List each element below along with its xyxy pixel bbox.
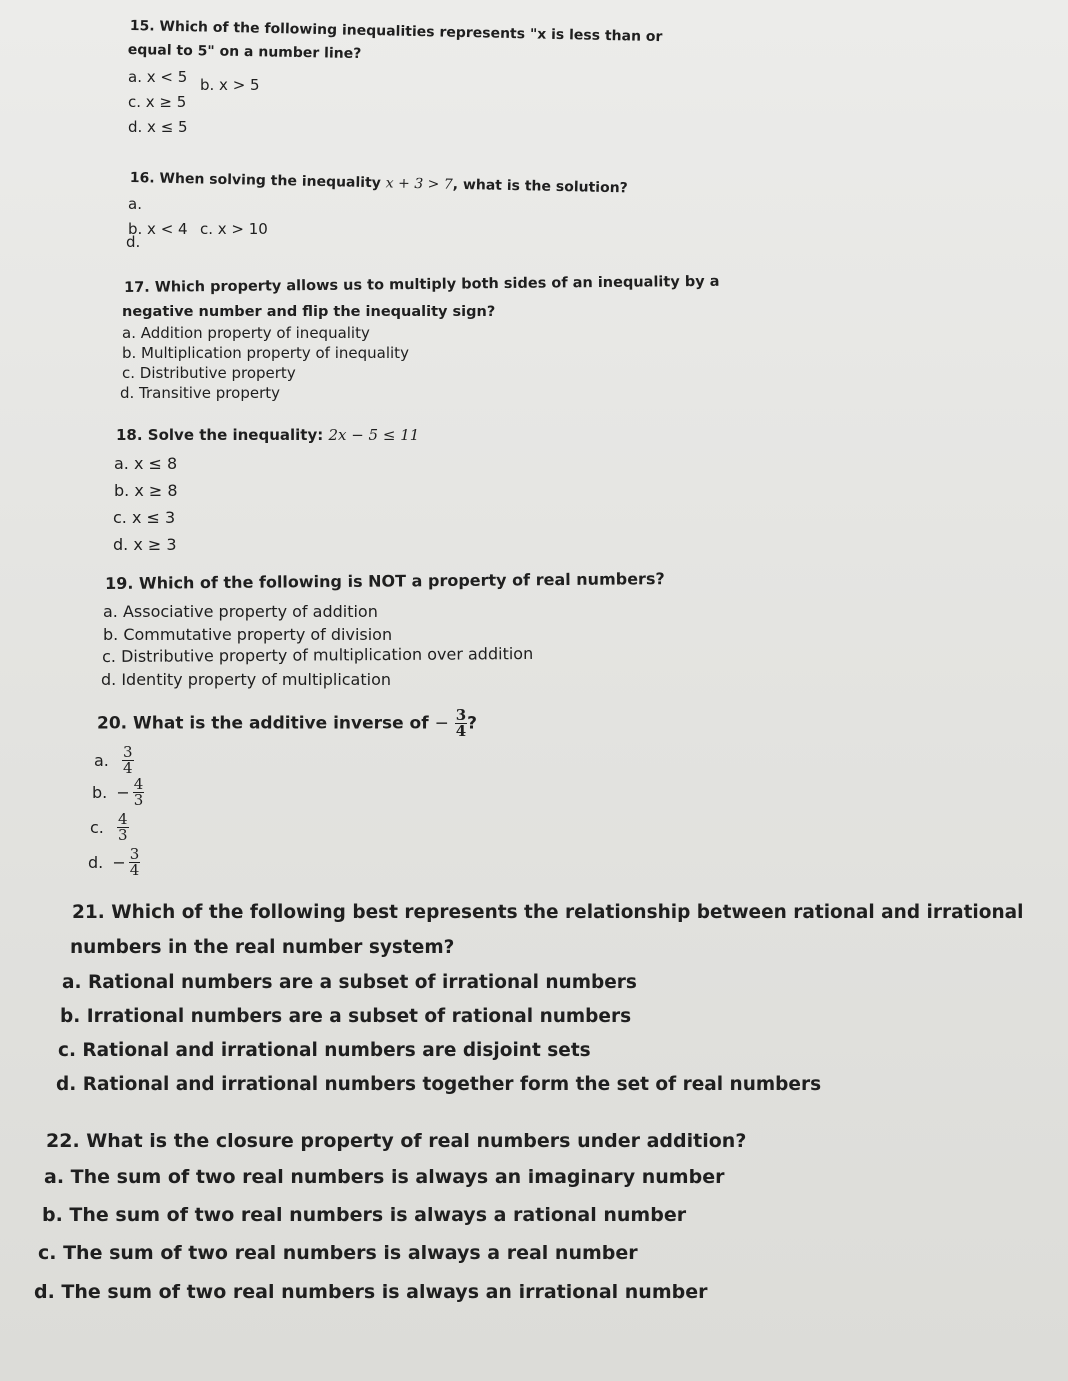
q18-option-c[interactable]: c. x ≤ 3 [113, 508, 176, 527]
q20-option-d-denominator: 4 [129, 861, 140, 879]
q16-stem-math: x + 3 > 7 [385, 175, 453, 193]
q22-option-d[interactable]: d. The sum of two real numbers is always an irrational number [34, 1281, 708, 1303]
q18-stem [116, 426, 419, 444]
q22-option-a[interactable]: a. The sum of two real numbers is always an imaginary number [44, 1166, 725, 1188]
q22-stem: 22. What is the closure property of real numbers under addition? [46, 1130, 747, 1152]
q19-option-a[interactable]: a. Associative property of addition [103, 602, 378, 621]
q20-option-d-fraction [129, 847, 141, 878]
q20-option-b-denominator: 3 [133, 791, 144, 809]
q15-stem-line2: equal to 5" on a number line? [127, 42, 362, 63]
q20-option-d[interactable] [88, 847, 140, 878]
q17-stem-line2: negative number and flip the inequality sign? [122, 304, 496, 320]
q20-option-c-denominator: 3 [117, 826, 128, 844]
q19-option-b[interactable]: b. Commutative property of division [103, 625, 393, 644]
q15-option-d[interactable]: d. x ≤ 5 [128, 118, 188, 136]
q21-option-d[interactable]: d. Rational and irrational numbers together form the set of real numbers [56, 1074, 822, 1095]
q22-option-c[interactable]: c. The sum of two real numbers is always a real number [38, 1242, 638, 1264]
q20-stem-fraction [455, 708, 467, 739]
q18-option-d[interactable]: d. x ≥ 3 [113, 535, 177, 554]
q18-option-a[interactable]: a. x ≤ 8 [114, 454, 178, 473]
q16-stem-post: , what is the solution? [452, 176, 628, 197]
q20-stem-pre: 20. What is the additive inverse of [97, 713, 435, 734]
q21-option-c[interactable]: c. Rational and irrational numbers are disjoint sets [58, 1040, 591, 1061]
q15-stem-line1: 15. Which of the following inequalities represents "x is less than or [129, 18, 663, 46]
q20-stem-sign: − [434, 713, 449, 734]
q17-option-d[interactable]: d. Transitive property [120, 384, 280, 402]
q16-option-d[interactable]: d. [126, 233, 141, 251]
q20-option-c[interactable] [90, 812, 129, 843]
q17-option-c[interactable]: c. Distributive property [122, 364, 296, 382]
q20-stem [97, 708, 477, 739]
q22-option-b[interactable]: b. The sum of two real numbers is always a rational number [42, 1204, 687, 1226]
q21-option-b[interactable]: b. Irrational numbers are a subset of rational numbers [60, 1006, 632, 1027]
q18-option-b[interactable]: b. x ≥ 8 [114, 481, 178, 500]
q20-option-d-numerator: 3 [129, 845, 140, 863]
q20-option-a-label: a. [94, 751, 109, 770]
q16-option-b[interactable]: b. x < 4 [128, 220, 188, 238]
q20-option-a-fraction [122, 745, 134, 776]
q16-option-c[interactable]: c. x > 10 [200, 220, 268, 238]
q20-option-c-label: c. [90, 818, 104, 837]
q15-option-c[interactable]: c. x ≥ 5 [128, 93, 187, 111]
q17-option-b[interactable]: b. Multiplication property of inequality [122, 344, 409, 362]
q17-stem-line1: 17. Which property allows us to multiply both sides of an inequality by a [124, 273, 720, 296]
q19-stem: 19. Which of the following is NOT a property of real numbers? [105, 569, 665, 593]
q18-stem-math: 2x − 5 ≤ 11 [328, 426, 420, 444]
q20-stem-denominator: 4 [455, 722, 467, 740]
q16-stem-pre: 16. When solving the inequality [129, 170, 386, 192]
q20-option-c-fraction [117, 812, 129, 843]
q20-option-a-numerator: 3 [122, 743, 133, 761]
q20-option-c-numerator: 4 [117, 810, 128, 828]
q18-stem-pre: 18. Solve the inequality: [116, 426, 329, 444]
q20-option-d-label: d. [88, 853, 104, 872]
q19-option-c[interactable]: c. Distributive property of multiplication over addition [102, 643, 534, 666]
q21-stem-line1: 21. Which of the following best represents the relationship between rational and irrational [72, 902, 1024, 923]
q20-stem-numerator: 3 [455, 706, 467, 724]
q20-option-b-numerator: 4 [133, 775, 144, 793]
q16-stem [130, 170, 628, 196]
q20-option-b-label: b. [92, 783, 108, 802]
q21-stem-line2: numbers in the real number system? [70, 937, 455, 958]
q16-option-a[interactable]: a. [128, 195, 142, 213]
q17-option-a[interactable]: a. Addition property of inequality [122, 324, 370, 342]
q20-option-b-fraction [133, 777, 145, 808]
q15-option-a[interactable]: a. x < 5 [128, 68, 188, 86]
q20-stem-post: ? [467, 713, 478, 734]
q20-option-b[interactable] [92, 777, 144, 808]
q20-option-d-sign: − [112, 853, 126, 872]
q20-option-a-denominator: 4 [122, 759, 133, 777]
q19-option-d[interactable]: d. Identity property of multiplication [101, 670, 392, 689]
q21-option-a[interactable]: a. Rational numbers are a subset of irrational numbers [62, 972, 637, 993]
q15-option-b[interactable]: b. x > 5 [200, 76, 260, 94]
q20-option-b-sign: − [116, 783, 130, 802]
q20-option-a[interactable] [94, 745, 134, 776]
